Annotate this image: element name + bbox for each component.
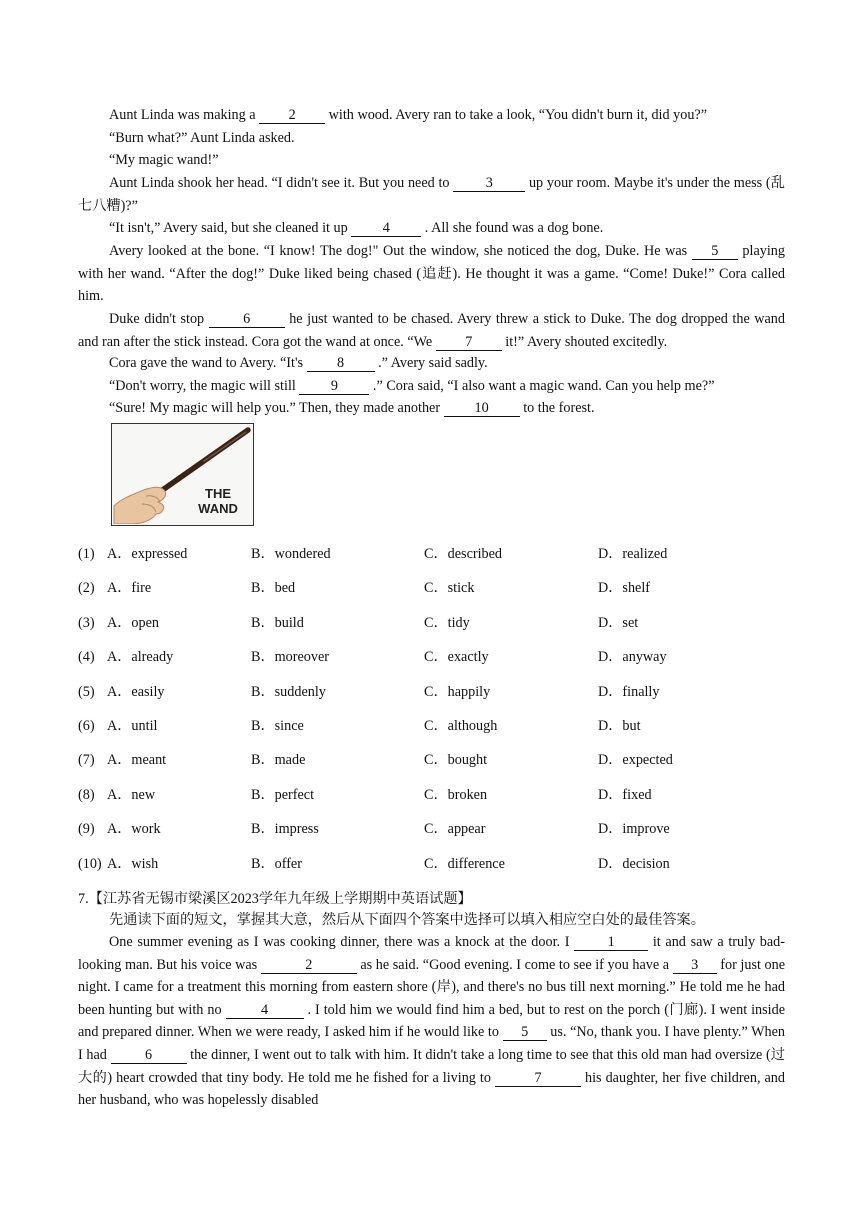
option-a[interactable]: A．work [107, 821, 161, 838]
question-number: (10) [78, 855, 102, 872]
option-d[interactable]: D．set [598, 614, 639, 631]
option-a[interactable]: A．already [107, 649, 174, 666]
option-c[interactable]: C．appear [424, 821, 486, 838]
option-row [78, 647, 785, 667]
passage1-line8: Cora gave the wand to Avery. “It's 8 .” Avery said sadly. [109, 355, 488, 371]
option-a[interactable]: A．until [107, 718, 158, 734]
hand-shape [114, 487, 166, 524]
blank-5[interactable]: 5 [692, 243, 738, 260]
passage1-line3: “My magic wand!” [109, 152, 219, 168]
option-row [78, 785, 785, 805]
question-number: (5) [78, 683, 95, 700]
option-b[interactable]: B．suddenly [251, 683, 326, 700]
blank-6[interactable]: 6 [209, 311, 285, 328]
option-b[interactable]: B．offer [251, 855, 302, 872]
blank-8[interactable]: 8 [307, 355, 375, 372]
passage1-para7: Duke didn't stop 6 he just wanted to be chased. Avery threw a stick to Duke. The dog dropped the wand and ran after the stick instead. Cora got the wand at once. “We 7 it!” Avery shouted excitedly. [78, 311, 785, 350]
option-d[interactable]: D．decision [598, 855, 670, 872]
option-c[interactable]: C．broken [424, 786, 488, 803]
option-b[interactable]: B．made [251, 752, 306, 769]
question-number: (7) [78, 752, 95, 769]
wand-caption [182, 486, 254, 516]
option-row [78, 716, 785, 736]
option-a[interactable]: A．new [107, 786, 156, 803]
passage1-para4: Aunt Linda shook her head. “I didn't see it. But you need to 3 up your room. Maybe it's under the mess (乱七八糟)?” [78, 175, 785, 214]
s7-blank-1[interactable]: 1 [574, 934, 648, 951]
section7-instruction: 先通读下面的短文，掌握其大意，然后从下面四个答案中选择可以填入相应空白处的最佳答案。 [109, 912, 705, 928]
option-d[interactable]: D．fixed [598, 786, 652, 803]
option-c[interactable]: C．happily [424, 683, 491, 700]
wand-caption-line2: WAND [198, 501, 238, 516]
option-row [78, 819, 785, 839]
question-number: (4) [78, 649, 95, 666]
question-number: (3) [78, 614, 95, 631]
option-d[interactable]: D．realized [598, 546, 668, 562]
option-a[interactable]: A．meant [107, 752, 167, 769]
option-c[interactable]: C．exactly [424, 649, 489, 666]
passage1-para6: Avery looked at the bone. “I know! The dog!" Out the window, she noticed the dog, Duke. He was 5 playing with her wand. “After the dog!” Duke liked being chased (追赶). He thought it was a game. “Come! Duke!” Cora called him. [78, 243, 785, 305]
option-row [78, 578, 785, 598]
wand-caption-line1: THE [205, 486, 231, 501]
question-number: (1) [78, 546, 95, 562]
option-b[interactable]: B．bed [251, 580, 296, 597]
section7-heading: 7.【江苏省无锡市梁溪区2023学年九年级上学期期中英语试题】 [78, 891, 472, 907]
option-c[interactable]: C．although [424, 718, 498, 734]
option-b[interactable]: B．perfect [251, 786, 315, 803]
option-c[interactable]: C．stick [424, 580, 475, 597]
blank-2[interactable]: 2 [259, 107, 325, 124]
wand-highlight [204, 432, 246, 461]
question-number: (9) [78, 821, 95, 838]
question-number: (6) [78, 718, 95, 734]
option-row [78, 544, 785, 564]
passage1-line1: Aunt Linda was making a 2 with wood. Avery ran to take a look, “You didn't burn it, did you?” [109, 107, 708, 123]
option-a[interactable]: A．wish [107, 855, 159, 872]
question-number: (2) [78, 580, 95, 597]
blank-9[interactable]: 9 [299, 378, 369, 395]
question-number: (8) [78, 786, 95, 803]
option-d[interactable]: D．but [598, 718, 641, 734]
passage1-line10: “Sure! My magic will help you.” Then, they made another 10 to the forest. [109, 400, 595, 416]
option-a[interactable]: A．open [107, 614, 160, 631]
blank-3[interactable]: 3 [453, 175, 525, 192]
s7-blank-6[interactable]: 6 [111, 1047, 187, 1064]
option-b[interactable]: B．build [251, 614, 304, 631]
s7-blank-7[interactable]: 7 [495, 1070, 581, 1087]
option-row [78, 750, 785, 770]
s7-blank-3[interactable]: 3 [673, 957, 717, 974]
option-c[interactable]: C．difference [424, 855, 505, 872]
option-b[interactable]: B．moreover [251, 649, 330, 666]
option-c[interactable]: C．described [424, 546, 503, 562]
blank-4[interactable]: 4 [351, 220, 421, 237]
option-row [78, 854, 785, 874]
option-c[interactable]: C．bought [424, 752, 488, 769]
option-row [78, 682, 785, 702]
s7-blank-4[interactable]: 4 [226, 1002, 304, 1019]
option-b[interactable]: B．wondered [251, 546, 331, 562]
s7-blank-2[interactable]: 2 [261, 957, 357, 974]
section7-passage: One summer evening as I was cooking dinner, there was a knock at the door. I 1 it and saw a truly bad-looking man. But his voice was 2 as he said. “Good evening. I come to see if you have a 3 for just one night. I came for a treatment this morning from eastern shore (岸), and there's no bus till next morning.” He told me he had been hunting but with no 4 . I told him we would find him a bed, but to rest on the porch (门廊). I went inside and prepared dinner. When we were ready, I asked him if he would like to 5 us. “No, thank you. I have plenty.” When I had 6 the dinner, I went out to talk with him. It didn't take a long time to see that this old man had oversize (过大的) heart crowded that tiny body. He told me he fished for a living to 7 his daughter, her five children, and her husband, who was hopelessly disabled [78, 934, 786, 1109]
option-a[interactable]: A．fire [107, 580, 152, 597]
option-d[interactable]: D．shelf [598, 580, 651, 597]
passage1-line5: “It isn't,” Avery said, but she cleaned it up 4 . All she found was a dog bone. [109, 220, 604, 236]
option-d[interactable]: D．finally [598, 683, 660, 700]
option-row [78, 613, 785, 633]
option-a[interactable]: A．easily [107, 683, 165, 700]
option-d[interactable]: D．improve [598, 821, 670, 838]
option-d[interactable]: D．anyway [598, 649, 667, 666]
passage1-line2: “Burn what?” Aunt Linda asked. [109, 130, 295, 146]
option-b[interactable]: B．impress [251, 821, 319, 838]
s7-blank-5[interactable]: 5 [503, 1024, 547, 1041]
option-a[interactable]: A．expressed [107, 546, 188, 562]
blank-7[interactable]: 7 [436, 334, 502, 351]
passage1-line9: “Don't worry, the magic will still 9 .” Cora said, “I also want a magic wand. Can you help me?” [109, 378, 715, 394]
wand-image [111, 423, 254, 526]
option-c[interactable]: C．tidy [424, 614, 470, 631]
option-d[interactable]: D．expected [598, 752, 673, 769]
blank-10[interactable]: 10 [444, 400, 520, 417]
option-b[interactable]: B．since [251, 718, 304, 734]
